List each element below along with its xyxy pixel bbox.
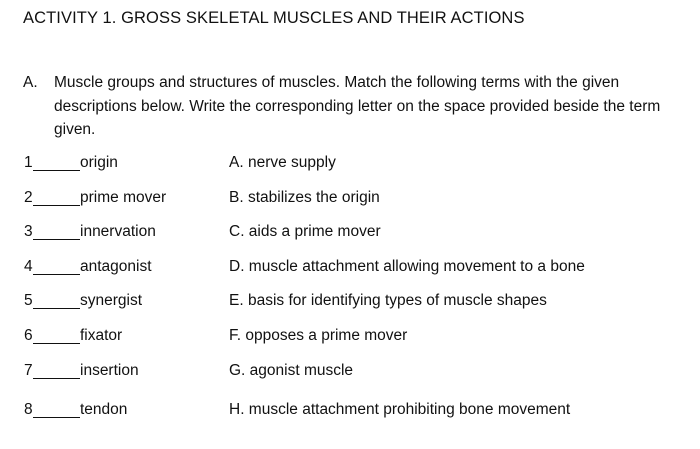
item-term: origin	[80, 154, 118, 171]
item-term: fixator	[80, 327, 123, 344]
section-letter: A.	[23, 74, 38, 91]
item-number: 7	[24, 362, 33, 379]
answer-blank[interactable]	[33, 170, 80, 171]
item-number: 2	[24, 189, 33, 206]
item-number: 4	[24, 258, 33, 275]
matching-item-2	[0, 189, 700, 211]
item-term: synergist	[80, 292, 143, 309]
answer-blank[interactable]	[33, 378, 80, 379]
answer-blank[interactable]	[33, 274, 80, 275]
item-description: F. opposes a prime mover	[229, 327, 408, 344]
matching-item-6	[0, 327, 700, 349]
item-number: 3	[24, 223, 33, 240]
item-term: prime mover	[80, 189, 167, 206]
item-description: G. agonist muscle	[229, 362, 354, 379]
answer-blank[interactable]	[33, 205, 80, 206]
matching-item-8	[0, 401, 700, 423]
activity-title: ACTIVITY 1. GROSS SKELETAL MUSCLES AND THEIR ACTIONS	[23, 9, 525, 27]
item-term: tendon	[80, 401, 128, 418]
item-term: insertion	[80, 362, 139, 379]
matching-item-7	[0, 362, 700, 384]
section-instructions: Muscle groups and structures of muscles. Match the following terms with the given descriptions below. Write the corresponding letter on the space provided beside the term given.	[54, 74, 661, 138]
answer-blank[interactable]	[33, 239, 80, 240]
answer-blank[interactable]	[33, 343, 80, 344]
matching-item-4	[0, 258, 700, 280]
item-description: E. basis for identifying types of muscle shapes	[229, 292, 547, 309]
matching-item-3	[0, 223, 700, 245]
item-description: D. muscle attachment allowing movement to a bone	[229, 258, 585, 275]
item-description: H. muscle attachment prohibiting bone movement	[229, 401, 571, 418]
matching-item-5	[0, 292, 700, 314]
item-number: 5	[24, 292, 33, 309]
item-term: antagonist	[80, 258, 152, 275]
matching-item-1	[0, 154, 700, 176]
item-number: 1	[24, 154, 33, 171]
item-term: innervation	[80, 223, 156, 240]
answer-blank[interactable]	[33, 417, 80, 418]
item-number: 8	[24, 401, 33, 418]
item-description: A. nerve supply	[229, 154, 336, 171]
item-number: 6	[24, 327, 33, 344]
item-description: B. stabilizes the origin	[229, 189, 380, 206]
answer-blank[interactable]	[33, 308, 80, 309]
item-description: C. aids a prime mover	[229, 223, 381, 240]
